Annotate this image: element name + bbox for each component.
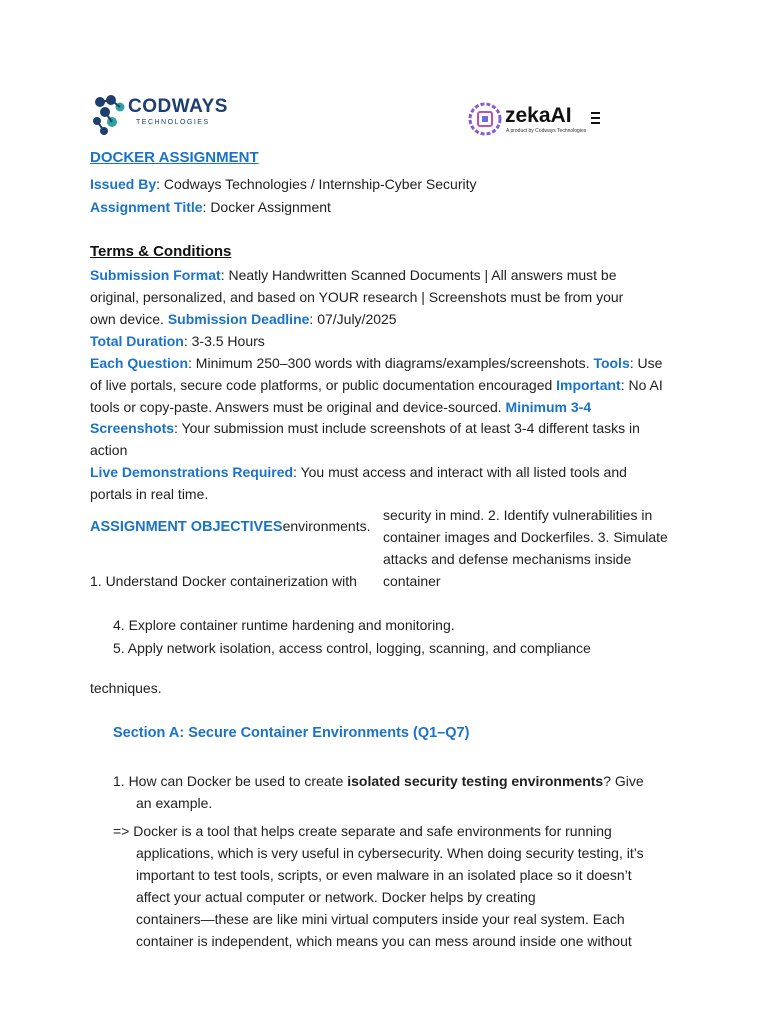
menu-lines-icon: [591, 111, 601, 125]
terms-line-9: action: [90, 442, 128, 458]
terms-line-11: portals in real time.: [90, 486, 209, 502]
answer-line: important to test tools, scripts, or even malware in an isolated place so it doesn’t: [136, 867, 632, 883]
codways-subtitle: TECHNOLOGIES: [136, 119, 210, 126]
terms-line-4: Total Duration: 3-3.5 Hours: [90, 333, 265, 349]
terms-line-3: own device. Submission Deadline: 07/July/2025: [90, 311, 397, 327]
assignment-title-line: Assignment Title: Docker Assignment: [90, 199, 331, 215]
answer-line: applications, which is very useful in cybersecurity. When doing security testing, it’s: [136, 845, 644, 861]
terms-line-2: original, personalized, and based on YOUR research | Screenshots must be from your: [90, 289, 624, 305]
answer-line: => Docker is a tool that helps create separate and safe environments for running: [113, 823, 612, 839]
objectives-right-line: container: [383, 573, 441, 589]
objective-item-4: 4. Explore container runtime hardening and monitoring.: [113, 617, 455, 633]
terms-line-7: tools or copy-paste. Answers must be original and device-sourced. Minimum 3-4: [90, 399, 592, 415]
objectives-right-line: security in mind. 2. Identify vulnerabilities in: [383, 507, 653, 523]
terms-line-1: Submission Format: Neatly Handwritten Scanned Documents | All answers must be: [90, 267, 617, 283]
terms-line-10: Live Demonstrations Required: You must access and interact with all listed tools and: [90, 464, 627, 480]
terms-line-5: Each Question: Minimum 250–300 words with diagrams/examples/screenshots. Tools: Use: [90, 355, 663, 371]
terms-heading: Terms & Conditions: [90, 243, 232, 260]
document-title: DOCKER ASSIGNMENT: [90, 149, 259, 166]
question-1-line-2: an example.: [136, 795, 213, 811]
section-a-heading: Section A: Secure Container Environments (Q1–Q7): [113, 725, 470, 741]
zekaai-logo: [468, 100, 608, 140]
terms-line-8: Screenshots: Your submission must include screenshots of at least 3-4 different tasks in: [90, 420, 640, 436]
codways-wordmark: CODWAYS: [128, 96, 228, 117]
objectives-right-line: container images and Dockerfiles. 3. Simulate: [383, 529, 668, 545]
zekaai-wordmark: zekaAI: [505, 104, 572, 127]
zekaai-subtitle: A product by Codways Technologies: [506, 128, 587, 134]
issued-by-line: Issued By: Codways Technologies / Internship-Cyber Security: [90, 176, 477, 192]
answer-line: container is independent, which means you can mess around inside one without: [136, 933, 632, 949]
codways-logo: [92, 94, 242, 138]
terms-line-6: of live portals, secure code platforms, or public documentation encouraged Important: No AI: [90, 377, 663, 393]
objective-item-1: 1. Understand Docker containerization with: [90, 573, 357, 589]
brain-chip-icon: [468, 100, 504, 138]
objectives-tail: techniques.: [90, 680, 162, 696]
objectives-right-column: [383, 504, 668, 592]
answer-line: containers—these are like mini virtual computers inside your real system. Each: [136, 911, 625, 927]
objectives-heading: ASSIGNMENT OBJECTIVESenvironments.: [90, 518, 371, 535]
question-1: 1. How can Docker be used to create isolated security testing environments? Give: [113, 773, 644, 789]
objectives-right-line: attacks and defense mechanisms inside: [383, 551, 632, 567]
answer-line: affect your actual computer or network. Docker helps by creating: [136, 889, 536, 905]
objective-item-5: 5. Apply network isolation, access control, logging, scanning, and compliance: [113, 640, 591, 656]
